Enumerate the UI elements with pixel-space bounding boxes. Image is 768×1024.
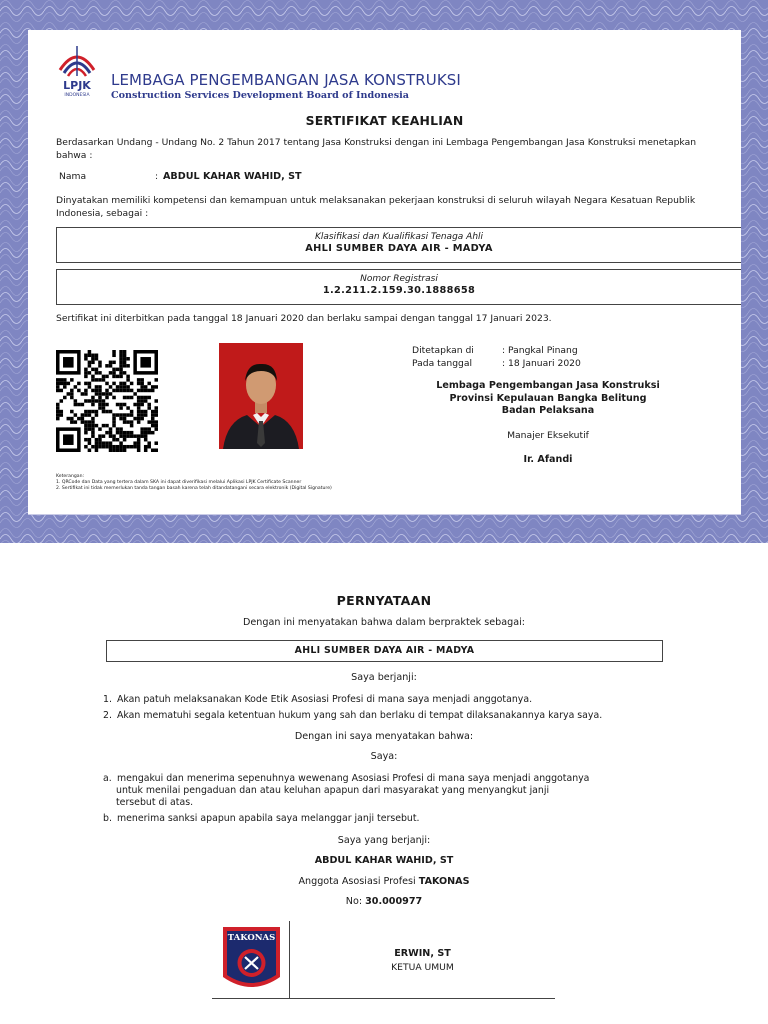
- promise-heading: Saya berjanji:: [351, 672, 417, 683]
- saya-label: Saya:: [370, 751, 398, 762]
- signer-name: Ir. Afandi: [523, 454, 573, 465]
- name-colon: :: [155, 171, 159, 182]
- badge-text: TAKONAS: [227, 933, 276, 943]
- certificate-body: [28, 30, 741, 514]
- validity-text: Sertifikat ini diterbitkan pada tanggal 18 Januari 2020 dan berlaku sampai dengan tanggal 17 Januari 2023.: [56, 313, 552, 324]
- member-name: ABDUL KAHAR WAHID, ST: [314, 855, 454, 866]
- declaration-a-line-1: mengakui dan menerima sepenuhnya wewenang Asosiasi Profesi di mana saya menjadi anggotanya: [117, 773, 590, 784]
- note-1: 1. QRCode dan Data yang tertera dalam SKA ini dapat diverifikasi melalui Aplikasi LPJK Certificate Scanner: [56, 480, 302, 485]
- association-prefix: Anggota Asosiasi Profesi: [298, 876, 419, 887]
- registration-value: 1.2.211.2.159.30.1888658: [322, 285, 476, 296]
- signer-title: Manajer Eksekutif: [507, 430, 589, 441]
- registration-box: [56, 269, 741, 305]
- closing-text: Saya yang berjanji:: [337, 835, 431, 846]
- issued-date-value: : 18 Januari 2020: [502, 358, 581, 369]
- declare-heading: Dengan ini saya menyatakan bahwa:: [294, 731, 474, 742]
- association-line: [0, 876, 768, 887]
- competence-line-2: Indonesia, sebagai :: [56, 208, 149, 219]
- qr-code: [56, 350, 158, 452]
- lpjk-logo-icon: [52, 40, 102, 98]
- name-label: Nama: [59, 171, 87, 182]
- declaration-a: [103, 773, 589, 785]
- competence-line-1: Dinyatakan memiliki kompetensi dan kemampuan untuk melaksanakan pekerjaan konstruksi di seluruh wilayah Negara Kesatuan Republik: [56, 195, 696, 206]
- issued-at-value: : Pangkal Pinang: [502, 345, 578, 356]
- number-prefix: No:: [345, 896, 366, 907]
- org-line-2: Provinsi Kepulauan Bangka Belitung: [449, 392, 647, 404]
- logo-title: LEMBAGA PENGEMBANGAN JASA KONSTRUKSI: [111, 71, 461, 89]
- issued-date-label: Pada tanggal: [412, 358, 473, 369]
- statement-title: PERNYATAAN: [336, 593, 432, 608]
- issuer-organization: [398, 380, 698, 418]
- declaration-b-text: menerima sanksi apapun apabila saya melanggar janji tersebut.: [117, 813, 420, 824]
- note-2: 2. Sertifikat ini tidak memerlukan tanda tangan basah karena telah ditandatangani secara elektronik (Digital Signature): [56, 486, 332, 491]
- promise-text: Akan mematuhi segala ketentuan hukum yang sah dan berlaku di tempat dilaksanakannya karya saya.: [117, 710, 603, 721]
- classification-box: [56, 227, 741, 263]
- intro-line-1: Berdasarkan Undang - Undang No. 2 Tahun 2017 tentang Jasa Konstruksi dengan ini Lembaga Pengembangan Jasa Konstruksi menetapkan: [56, 137, 697, 148]
- member-number-line: [0, 896, 768, 907]
- classification-caption: Klasifikasi dan Kualifikasi Tenaga Ahli: [314, 232, 484, 242]
- org-line-1: Lembaga Pengembangan Jasa Konstruksi: [436, 380, 660, 391]
- promise-marker: 2.: [103, 710, 112, 721]
- issued-at-label: Ditetapkan di: [412, 345, 474, 356]
- declaration-a-line-3: tersebut di atas.: [116, 797, 194, 808]
- intro-line-2: bahwa :: [56, 150, 93, 161]
- signature-divider: [289, 921, 290, 998]
- logo-abbr: LPJK: [63, 79, 91, 92]
- registration-caption: Nomor Registrasi: [360, 274, 438, 284]
- takonas-badge-icon: [221, 925, 282, 995]
- association-name: TAKONAS: [418, 876, 470, 887]
- promise-marker: 1.: [103, 694, 112, 705]
- logo-abbr-small: INDONESIA: [64, 93, 90, 98]
- logo-subtitle: Construction Services Development Board of Indonesia: [111, 90, 409, 101]
- classification-value: AHLI SUMBER DAYA AIR - MADYA: [305, 243, 493, 254]
- org-line-3: Badan Pelaksana: [501, 405, 595, 416]
- holder-photo: [219, 343, 303, 449]
- certificate-title: SERTIFIKAT KEAHLIAN: [305, 113, 464, 128]
- promise-text: Akan patuh melaksanakan Kode Etik Asosiasi Profesi di mana saya menjadi anggotanya.: [117, 694, 533, 705]
- notes-heading: Keterangan:: [56, 474, 85, 479]
- signature-baseline: [212, 998, 555, 999]
- member-number: 30.000977: [365, 896, 423, 907]
- declaration-a-line-2: untuk menilai pengaduan dan atau keluhan apapun dari masyarakat yang menyangkut janji: [116, 785, 550, 796]
- holder-name: ABDUL KAHAR WAHID, ST: [163, 171, 302, 182]
- chair-title: KETUA UMUM: [391, 962, 454, 973]
- declaration-b: [103, 813, 420, 825]
- profession-box: AHLI SUMBER DAYA AIR - MADYA: [106, 640, 663, 662]
- inner-bottom-line: [28, 514, 741, 515]
- statement-intro: Dengan ini menyatakan bahwa dalam berpraktek sebagai:: [243, 617, 525, 628]
- chair-name: ERWIN, ST: [394, 948, 451, 959]
- declaration-marker: b.: [103, 813, 112, 824]
- promise-item-2: [103, 710, 602, 722]
- declaration-marker: a.: [103, 773, 112, 784]
- promise-item-1: [103, 694, 532, 706]
